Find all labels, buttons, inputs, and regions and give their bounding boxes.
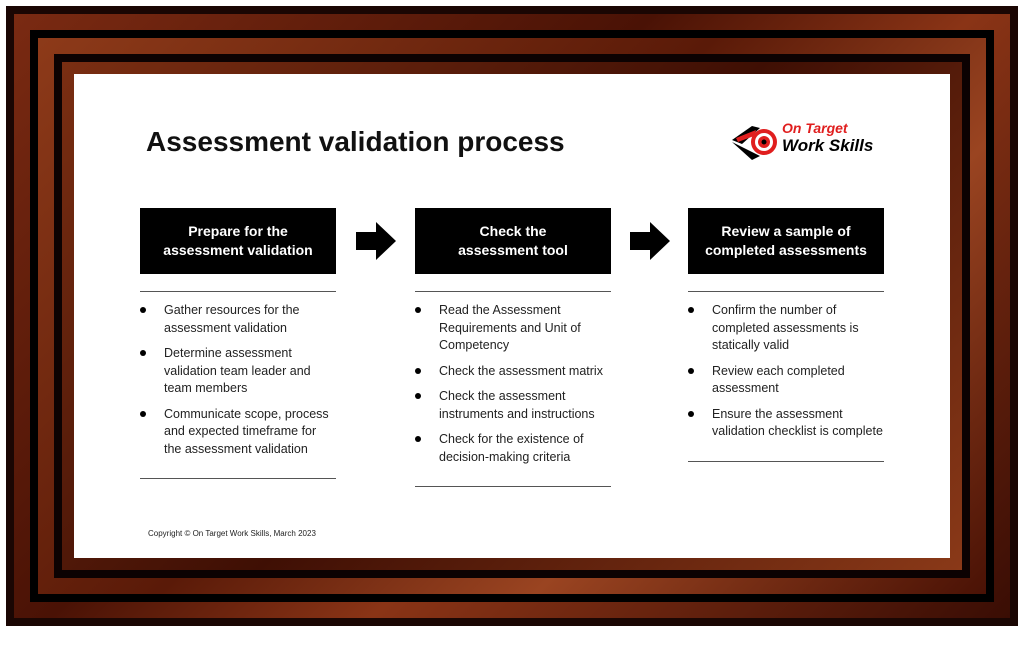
list-item: Read the Assessment Requirements and Unit of Competency xyxy=(415,302,611,355)
logo-text-top: On Target xyxy=(782,120,848,136)
bullet-icon xyxy=(140,411,146,417)
list-item: Confirm the number of completed assessments is statically valid xyxy=(688,302,884,355)
list-item: Ensure the assessment validation checklist is complete xyxy=(688,406,884,441)
bullet-icon xyxy=(415,436,421,442)
list-item: Review each completed assessment xyxy=(688,363,884,398)
list-item: Check the assessment instruments and instructions xyxy=(415,388,611,423)
list-item: Check for the existence of decision-making criteria xyxy=(415,431,611,466)
step-column-check xyxy=(415,208,611,487)
logo-text-bottom: Work Skills xyxy=(782,136,874,155)
copyright-text: Copyright © On Target Work Skills, March 2023 xyxy=(148,529,316,538)
list-item: Check the assessment matrix xyxy=(415,363,611,381)
divider xyxy=(140,478,336,479)
divider xyxy=(415,486,611,487)
step-list xyxy=(140,292,336,478)
divider xyxy=(688,461,884,462)
page-title: Assessment validation process xyxy=(146,126,565,157)
bullet-icon xyxy=(415,307,421,313)
logo xyxy=(730,116,890,176)
bullet-icon xyxy=(688,368,694,374)
step-column-prepare xyxy=(140,208,336,479)
step-list xyxy=(688,292,884,461)
bullet-icon xyxy=(415,368,421,374)
bullet-icon xyxy=(688,411,694,417)
step-column-review xyxy=(688,208,884,462)
step-list xyxy=(415,292,611,486)
target-logo-icon xyxy=(730,116,786,168)
step-heading: Check the assessment tool xyxy=(415,208,611,274)
step-heading: Review a sample of completed assessments xyxy=(688,208,884,274)
right-arrow-icon xyxy=(356,222,396,260)
bullet-icon xyxy=(140,307,146,313)
list-item: Determine assessment validation team leader and team members xyxy=(140,345,336,398)
bullet-icon xyxy=(688,307,694,313)
bullet-icon xyxy=(415,393,421,399)
list-item: Gather resources for the assessment validation xyxy=(140,302,336,337)
bullet-icon xyxy=(140,350,146,356)
right-arrow-icon xyxy=(630,222,670,260)
slide xyxy=(74,74,950,558)
step-heading: Prepare for the assessment validation xyxy=(140,208,336,274)
list-item: Communicate scope, process and expected timeframe for the assessment validation xyxy=(140,406,336,459)
